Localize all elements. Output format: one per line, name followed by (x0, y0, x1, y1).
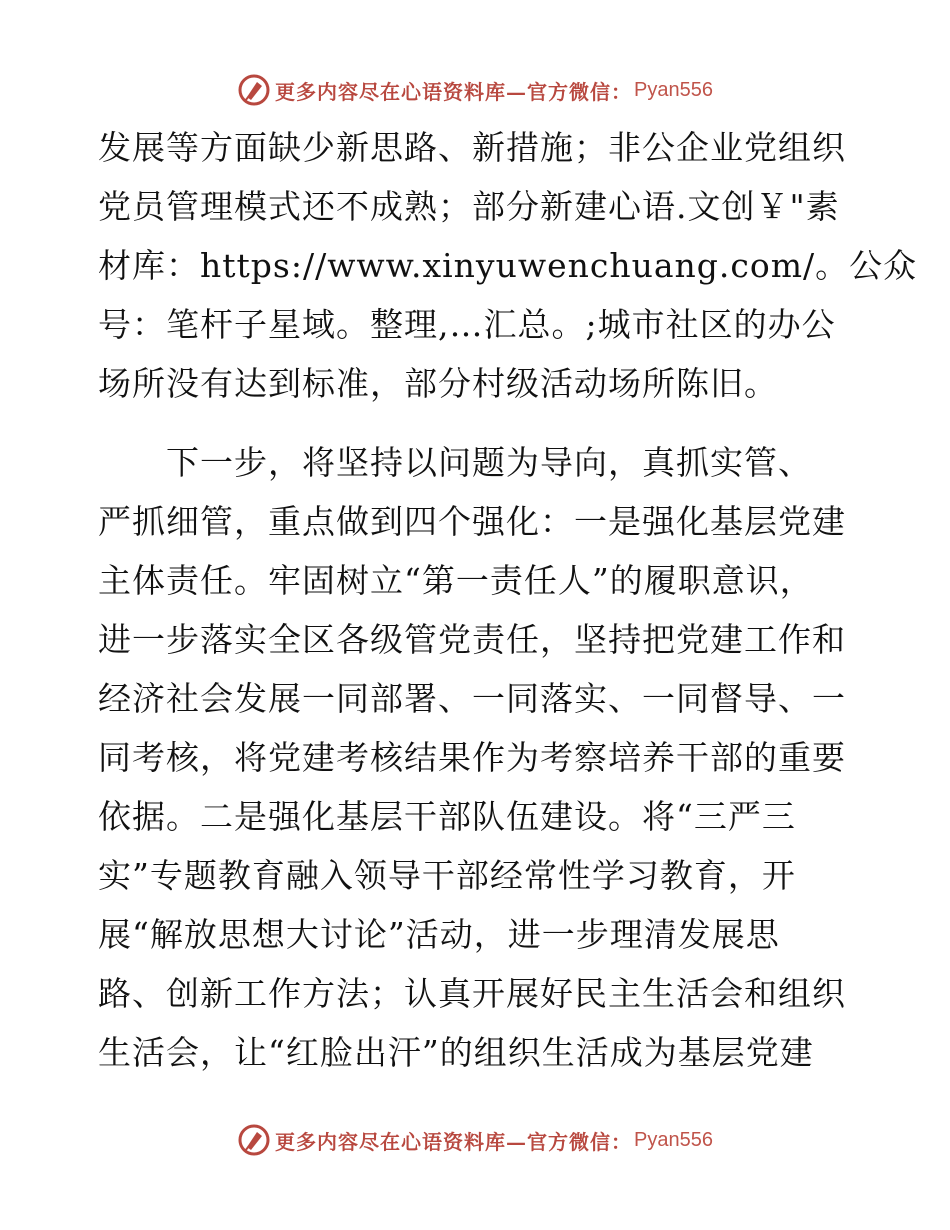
paragraph-2 (98, 433, 858, 1082)
paragraph-1 (98, 118, 918, 413)
text-line: 号：笔杆子星域。整理,…汇总。;城市社区的办公 (98, 305, 836, 344)
text-line: 严抓细管，重点做到四个强化：一是强化基层党建 (98, 502, 846, 541)
header-watermark-handle: Pyan556 (634, 78, 713, 101)
footer-watermark-text: 更多内容尽在心语资料库—官方微信： (275, 1129, 633, 1154)
pen-nib-logo-icon (237, 1123, 271, 1157)
footer-watermark-handle: Pyan556 (634, 1128, 713, 1151)
text-line: 展“解放思想大讨论”活动，进一步理清发展思 (98, 915, 780, 954)
text-line: 下一步，将坚持以问题为导向，真抓实管、 (98, 443, 812, 482)
text-line: 主体责任。牢固树立“第一责任人”的履职意识， (98, 561, 814, 600)
footer-watermark (0, 1120, 950, 1160)
text-line: 材库：https://www.xinyuwenchuang.com/。公众 (98, 246, 918, 285)
document-body (98, 118, 918, 1082)
paragraph-gap (98, 413, 858, 433)
text-line: 生活会，让“红脸出汗”的组织生活成为基层党建 (98, 1033, 814, 1072)
text-line: 场所没有达到标准，部分村级活动场所陈旧。 (98, 364, 778, 403)
text-line: 依据。二是强化基层干部队伍建设。将“三严三 (98, 797, 796, 836)
text-line: 经济社会发展一同部署、一同落实、一同督导、一 (98, 679, 846, 718)
text-line: 实”专题教育融入领导干部经常性学习教育，开 (98, 856, 796, 895)
text-line: 路、创新工作方法；认真开展好民主生活会和组织 (98, 974, 846, 1013)
text-line: 发展等方面缺少新思路、新措施；非公企业党组织 (98, 128, 846, 167)
header-watermark (0, 70, 950, 110)
pen-nib-logo-icon (237, 73, 271, 107)
text-line: 进一步落实全区各级管党责任，坚持把党建工作和 (98, 620, 846, 659)
text-line: 同考核，将党建考核结果作为考察培养干部的重要 (98, 738, 846, 777)
text-line: 党员管理模式还不成熟；部分新建心语.文创￥"素 (98, 187, 840, 226)
header-watermark-text: 更多内容尽在心语资料库—官方微信： (275, 79, 633, 104)
